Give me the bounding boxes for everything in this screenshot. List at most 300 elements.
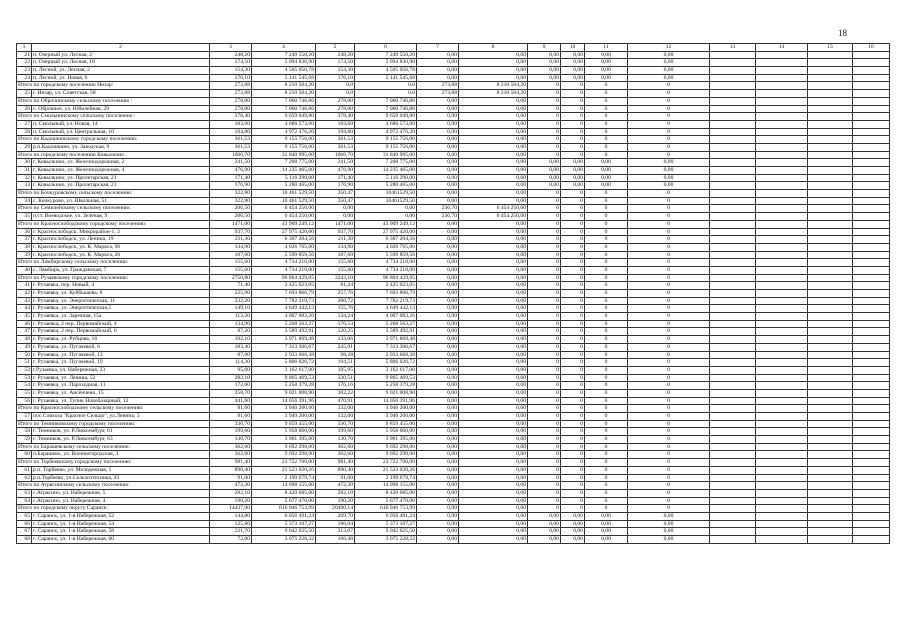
table-row	[17, 520, 890, 528]
value-cell: 0,00	[528, 512, 561, 520]
subtotal-row	[17, 420, 890, 428]
value-cell: 0	[561, 474, 585, 482]
address-cell: г. Инзар, ул. Советская, 58	[32, 90, 210, 98]
value-cell: 0,00	[417, 282, 459, 290]
empty-cell	[808, 243, 853, 251]
empty-cell	[808, 512, 853, 520]
value-cell: 9 865 469,53	[252, 374, 316, 382]
value-cell: 114,30	[210, 359, 252, 367]
value-cell: 3 940 200,00	[252, 413, 316, 421]
value-cell: 0,00	[417, 243, 459, 251]
row-number: 29	[17, 143, 32, 151]
value-cell: 0	[585, 359, 628, 367]
value-cell: 0	[585, 290, 628, 298]
address-cell: г. Краснослободск, ул. К. Маркса, 26	[32, 251, 210, 259]
value-cell: 0	[561, 274, 585, 282]
value-cell: 0,00	[459, 290, 528, 298]
empty-cell	[710, 420, 756, 428]
address-cell: п.Барашево, ул. Военногородская, 3	[32, 451, 210, 459]
row-number: 41	[17, 282, 32, 290]
value-cell: 183,40	[210, 343, 252, 351]
empty-cell	[710, 90, 756, 98]
value-cell: 0	[585, 297, 628, 305]
empty-cell	[853, 97, 890, 105]
empty-cell	[710, 336, 756, 344]
empty-cell	[710, 443, 756, 451]
value-cell: 0,00	[459, 474, 528, 482]
value-cell: 0	[561, 489, 585, 497]
value-cell: 0,00	[459, 266, 528, 274]
address-cell: г. Рузаевка, ул. Ленина, 52	[32, 374, 210, 382]
row-number: 65	[17, 512, 32, 520]
value-cell: 0	[528, 359, 561, 367]
value-cell: 0	[585, 197, 628, 205]
table-row	[17, 413, 890, 421]
empty-cell	[756, 489, 808, 497]
value-cell: 0	[628, 443, 710, 451]
value-cell: 4 734 210,00	[355, 259, 417, 267]
value-cell: 0,00	[417, 305, 459, 313]
empty-cell	[808, 182, 853, 190]
empty-cell	[853, 297, 890, 305]
empty-cell	[756, 159, 808, 167]
value-cell: 0,00	[459, 359, 528, 367]
row-number: 22	[17, 59, 32, 67]
empty-cell	[808, 128, 853, 136]
row-number: 55	[17, 389, 32, 397]
value-cell: 0,00	[561, 159, 585, 167]
value-cell: 273,88	[417, 82, 459, 90]
value-cell: 8 210 504,20	[252, 82, 316, 90]
empty-cell	[710, 213, 756, 221]
empty-cell	[853, 159, 890, 167]
address-cell: п. Озерный ул. Лесная, 10	[32, 59, 210, 67]
value-cell: 0,00	[459, 167, 528, 175]
value-cell: 0,00	[628, 51, 710, 59]
value-cell: 9 042 025,50	[252, 528, 316, 536]
value-cell: 0	[561, 389, 585, 397]
table-row	[17, 366, 890, 374]
value-cell: 0	[561, 313, 585, 321]
table-row	[17, 297, 890, 305]
empty-cell	[808, 336, 853, 344]
value-cell: 472,30	[210, 482, 252, 490]
value-cell: 0,00	[355, 213, 417, 221]
column-header: 4	[252, 44, 316, 52]
row-number: 34	[17, 197, 32, 205]
value-cell: 171,40	[210, 174, 252, 182]
value-cell: 0	[628, 274, 710, 282]
value-cell: 2 933 668,38	[252, 351, 316, 359]
value-cell: 937,70	[210, 228, 252, 236]
empty-cell	[853, 274, 890, 282]
empty-cell	[853, 113, 890, 121]
page-number: 18	[838, 28, 847, 38]
subtotal-label: Итого по городскому поселению Ковылкино :	[17, 151, 210, 159]
value-cell: 0	[628, 320, 710, 328]
empty-cell	[756, 351, 808, 359]
value-cell: 362,60	[210, 451, 252, 459]
value-cell: 0,00	[459, 389, 528, 397]
address-cell: п. Смольный, ул. Новая, 14	[32, 120, 210, 128]
value-cell: 120,25	[316, 328, 355, 336]
empty-cell	[853, 120, 890, 128]
value-cell: 0	[628, 351, 710, 359]
value-cell: 0	[561, 420, 585, 428]
empty-cell	[853, 320, 890, 328]
empty-cell	[756, 151, 808, 159]
value-cell: 0	[628, 313, 710, 321]
value-cell: 130,70	[316, 436, 355, 444]
row-number: 30	[17, 159, 32, 167]
empty-cell	[756, 136, 808, 144]
value-cell: 241,50	[210, 159, 252, 167]
value-cell: 4 007 083,26	[355, 313, 417, 321]
value-cell: 194,80	[210, 128, 252, 136]
value-cell: 0	[585, 143, 628, 151]
empty-cell	[853, 59, 890, 67]
empty-cell	[853, 197, 890, 205]
address-cell: г. Краснослободск, Микрорайон-1, 2	[32, 228, 210, 236]
value-cell: 2 199 679,74	[355, 474, 417, 482]
value-cell: 0	[561, 266, 585, 274]
empty-cell	[710, 259, 756, 267]
value-cell: 3 075 228,32	[252, 536, 316, 544]
value-cell: 2 425 023,05	[252, 282, 316, 290]
empty-cell	[853, 259, 890, 267]
row-number: 63	[17, 489, 32, 497]
value-cell: 248,20	[316, 51, 355, 59]
empty-cell	[808, 382, 853, 390]
value-cell: 0	[585, 405, 628, 413]
table-row	[17, 382, 890, 390]
value-cell: 0	[628, 251, 710, 259]
address-cell: г. Рузаевка, ул. Рубцова, 16	[32, 336, 210, 344]
empty-cell	[808, 436, 853, 444]
value-cell: 0,00	[561, 520, 585, 528]
value-cell: 0,00	[459, 143, 528, 151]
value-cell: 0	[585, 328, 628, 336]
value-cell: 0	[561, 466, 585, 474]
empty-cell	[710, 374, 756, 382]
address-cell: г. Рузаевка, 2 пер. Первомайский, 4	[32, 320, 210, 328]
value-cell: 0	[528, 282, 561, 290]
value-cell: 0,00	[417, 74, 459, 82]
value-cell: 5 599 859,56	[355, 251, 417, 259]
value-cell: 183,60	[210, 120, 252, 128]
value-cell: 0,00	[417, 351, 459, 359]
value-cell: 0,00	[417, 190, 459, 198]
value-cell: 0	[628, 297, 710, 305]
value-cell: 190,20	[210, 497, 252, 505]
value-cell: 7 693 866,79	[252, 290, 316, 298]
value-cell: 0	[628, 190, 710, 198]
empty-cell	[808, 313, 853, 321]
empty-cell	[853, 436, 890, 444]
value-cell: 0,00	[459, 413, 528, 421]
value-cell: 0	[585, 282, 628, 290]
value-cell: 0,00	[459, 397, 528, 405]
value-cell: 9 042 025,50	[355, 528, 417, 536]
address-cell: г. Рузаевка, ул. Тупик Новобазарный, 12	[32, 397, 210, 405]
value-cell: 0	[628, 220, 710, 228]
empty-cell	[808, 290, 853, 298]
value-cell: 0	[585, 90, 628, 98]
value-cell: 186,04	[316, 520, 355, 528]
value-cell: 0,00	[528, 167, 561, 175]
empty-cell	[756, 67, 808, 75]
value-cell: 0	[585, 466, 628, 474]
value-cell: 5 116 290,00	[252, 174, 316, 182]
empty-cell	[710, 466, 756, 474]
value-cell: 8 210 504,20	[252, 90, 316, 98]
table-row	[17, 143, 890, 151]
empty-cell	[808, 305, 853, 313]
table-row	[17, 512, 890, 520]
value-cell: 6 307 204,56	[355, 236, 417, 244]
value-cell: 9 155 756,00	[355, 136, 417, 144]
value-cell: 0	[628, 428, 710, 436]
value-cell: 0,00	[459, 251, 528, 259]
value-cell: 278,00	[316, 97, 355, 105]
empty-cell	[853, 228, 890, 236]
value-cell: 3 940 200,00	[355, 405, 417, 413]
empty-cell	[808, 105, 853, 113]
value-cell: 0	[585, 366, 628, 374]
value-cell: 0,00	[585, 167, 628, 175]
value-cell: 0	[528, 328, 561, 336]
empty-cell	[756, 313, 808, 321]
value-cell: 199,60	[210, 428, 252, 436]
value-cell: 0	[561, 428, 585, 436]
value-cell: 9 021 008,90	[252, 389, 316, 397]
value-cell: 14 056 391,96	[252, 397, 316, 405]
value-cell: 0,00	[528, 59, 561, 67]
value-cell: 0	[628, 336, 710, 344]
empty-cell	[710, 197, 756, 205]
row-number: 24	[17, 74, 32, 82]
value-cell: 0	[628, 482, 710, 490]
empty-cell	[710, 451, 756, 459]
address-cell: п.ст. Воеводское, ул. Зеленая, 9	[32, 213, 210, 221]
row-number: 68	[17, 536, 32, 544]
subtotal-label: Итого по Оброчинскому сельскому поселению :	[17, 97, 210, 105]
value-cell: 0,00	[459, 136, 528, 144]
empty-cell	[756, 59, 808, 67]
subtotal-row	[17, 443, 890, 451]
value-cell: 5 373 107,27	[355, 520, 417, 528]
value-cell: 0,00	[459, 520, 528, 528]
value-cell: 0	[628, 474, 710, 482]
table-row	[17, 290, 890, 298]
value-cell: 2 933 668,38	[355, 351, 417, 359]
value-cell: 0	[585, 243, 628, 251]
empty-cell	[710, 405, 756, 413]
empty-cell	[808, 474, 853, 482]
address-cell: п. Лесной, ул. Лесная, 2	[32, 67, 210, 75]
value-cell: 322,80	[210, 197, 252, 205]
value-cell: 0,00	[417, 167, 459, 175]
table-row	[17, 528, 890, 536]
empty-cell	[710, 520, 756, 528]
empty-cell	[853, 397, 890, 405]
value-cell: 0,00	[528, 159, 561, 167]
value-cell: 0	[561, 297, 585, 305]
value-cell: 361,53	[316, 143, 355, 151]
value-cell: 209,70	[316, 512, 355, 520]
empty-cell	[756, 97, 808, 105]
value-cell: 98,28	[316, 351, 355, 359]
value-cell: 125,80	[210, 520, 252, 528]
value-cell: 134,90	[210, 320, 252, 328]
value-cell: 3 971 869,48	[355, 336, 417, 344]
empty-cell	[710, 74, 756, 82]
value-cell: 0,00	[417, 128, 459, 136]
value-cell: 0,00	[459, 451, 528, 459]
address-cell: р.п.Кадошкино, ул. Заводская, 9	[32, 143, 210, 151]
empty-cell	[808, 274, 853, 282]
value-cell: 362,60	[210, 443, 252, 451]
value-cell: 21 523 020,26	[355, 466, 417, 474]
row-number: 32	[17, 174, 32, 182]
table-row	[17, 428, 890, 436]
subtotal-row	[17, 190, 890, 198]
value-cell: 0	[585, 128, 628, 136]
value-cell: 134,24	[316, 313, 355, 321]
subtotal-row	[17, 482, 890, 490]
value-cell: 0	[628, 90, 710, 98]
value-cell: 5 677 470,00	[355, 497, 417, 505]
table-row	[17, 159, 890, 167]
value-cell: 890,40	[316, 466, 355, 474]
subtotal-label: Итого по Краснослободскому городскому поселению:	[17, 220, 210, 228]
value-cell: 130,70	[210, 436, 252, 444]
value-cell: 0	[585, 443, 628, 451]
value-cell: 0,00	[459, 482, 528, 490]
row-number: 59	[17, 436, 32, 444]
table-row	[17, 182, 890, 190]
empty-cell	[853, 220, 890, 228]
empty-cell	[808, 167, 853, 175]
value-cell: 476,90	[210, 167, 252, 175]
address-cell: г. Рузаевка, ул. Энергетическая, 11	[32, 297, 210, 305]
empty-cell	[808, 97, 853, 105]
value-cell: 0	[528, 90, 561, 98]
table-row	[17, 120, 890, 128]
empty-cell	[756, 520, 808, 528]
value-cell: 0,00	[417, 382, 459, 390]
address-cell: г. Темников, ул. Р.Люксембург, 61	[32, 428, 210, 436]
value-cell: 3243,10	[316, 274, 355, 282]
value-cell: 9 865 469,53	[355, 374, 417, 382]
row-number: 54	[17, 382, 32, 390]
empty-cell	[853, 282, 890, 290]
address-cell: г. Ковылкино, ул. Железнодорожная, 4	[32, 167, 210, 175]
value-cell: 0,00	[417, 259, 459, 267]
value-cell: 378,40	[316, 113, 355, 121]
value-cell: 154,30	[210, 67, 252, 75]
value-cell: 8 210 504,20	[459, 82, 528, 90]
value-cell: 0,00	[528, 182, 561, 190]
value-cell: 282,10	[210, 374, 252, 382]
value-cell: 23 722 700,00	[355, 459, 417, 467]
address-cell: с. Лямбирь, ул. Гражданская, 7	[32, 266, 210, 274]
table-row	[17, 466, 890, 474]
value-cell: 0,00	[459, 197, 528, 205]
value-cell: 0,00	[585, 159, 628, 167]
value-cell: 0	[561, 251, 585, 259]
value-cell: 0,00	[459, 512, 528, 520]
value-cell: 0	[528, 190, 561, 198]
value-cell: 10461529,50	[355, 190, 417, 198]
value-cell: 0,00	[417, 482, 459, 490]
value-cell: 0	[585, 436, 628, 444]
column-header: 7	[417, 44, 459, 52]
value-cell: 5 280 465,00	[252, 182, 316, 190]
value-cell: 0	[528, 197, 561, 205]
value-cell: 361,53	[210, 143, 252, 151]
empty-cell	[756, 282, 808, 290]
table-row	[17, 451, 890, 459]
value-cell: 0	[561, 290, 585, 298]
value-cell: 0	[561, 143, 585, 151]
empty-cell	[853, 67, 890, 75]
value-cell: 0,00	[417, 320, 459, 328]
table-row	[17, 282, 890, 290]
value-cell: 0	[528, 489, 561, 497]
address-cell: г. Рузаевка, ул. Пароходная, 11	[32, 382, 210, 390]
value-cell: 0	[528, 305, 561, 313]
address-cell: г. Рузаевка, пер. Новый, 4	[32, 282, 210, 290]
table-row	[17, 313, 890, 321]
value-cell: 4 734 210,00	[252, 266, 316, 274]
address-cell: г. Саранск, ул. 1-я Набережная, 58	[32, 528, 210, 536]
subtotal-row	[17, 405, 890, 413]
value-cell: 183,60	[316, 120, 355, 128]
value-cell: 0,00	[561, 182, 585, 190]
housing-program-table	[16, 43, 890, 544]
row-number: 25	[17, 90, 32, 98]
value-cell: 9 859 455,00	[355, 420, 417, 428]
empty-cell	[808, 497, 853, 505]
empty-cell	[808, 266, 853, 274]
value-cell: 0,00	[528, 520, 561, 528]
value-cell: 5 094 830,90	[252, 59, 316, 67]
value-cell: 0	[628, 236, 710, 244]
value-cell: 0,00	[528, 51, 561, 59]
value-cell: 0,00	[316, 205, 355, 213]
value-cell: 113,20	[210, 313, 252, 321]
column-header: 15	[808, 44, 853, 52]
empty-cell	[853, 528, 890, 536]
value-cell: 0,00	[561, 528, 585, 536]
value-cell: 0	[528, 205, 561, 213]
value-cell: 0	[628, 397, 710, 405]
value-cell: 0	[528, 436, 561, 444]
empty-cell	[756, 389, 808, 397]
value-cell: 0,00	[585, 536, 628, 544]
value-cell: 14 235 465,00	[252, 167, 316, 175]
value-cell: 4 972 476,20	[355, 128, 417, 136]
value-cell: 0,00	[459, 328, 528, 336]
value-cell: 81,24	[316, 282, 355, 290]
empty-cell	[853, 251, 890, 259]
row-number: 39	[17, 251, 32, 259]
empty-cell	[710, 205, 756, 213]
value-cell: 0,00	[417, 313, 459, 321]
value-cell: 0	[561, 305, 585, 313]
value-cell: 0	[628, 366, 710, 374]
